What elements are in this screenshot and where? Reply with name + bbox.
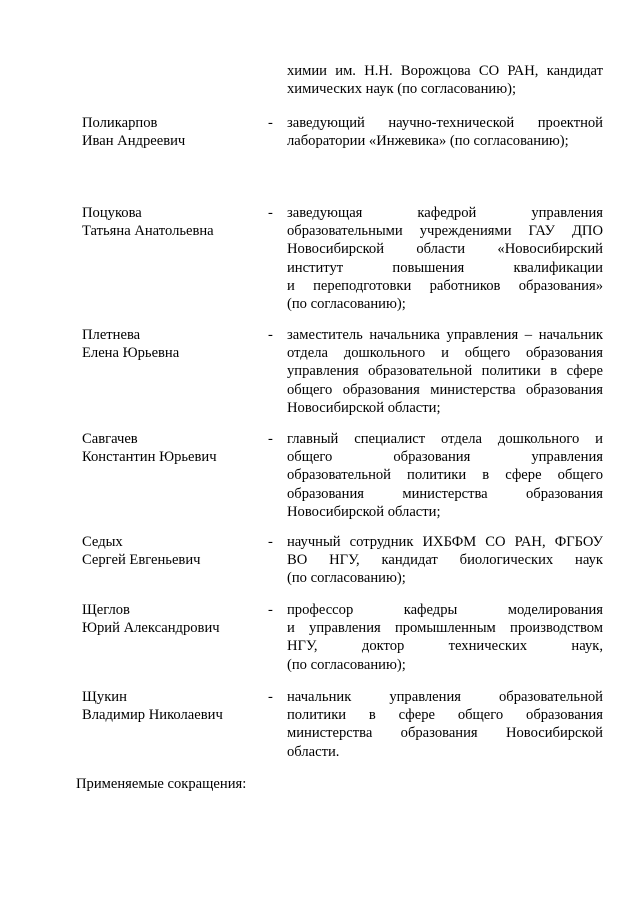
member-name (82, 533, 262, 569)
description-line: образовательной политики в сфере общего (287, 467, 603, 484)
member-surname: Щукин (82, 689, 127, 705)
separator-dash: - (268, 431, 273, 447)
description-line: НГУ, доктор технических наук, (287, 638, 603, 655)
member-description (287, 601, 603, 674)
member-surname: Савгачев (82, 431, 138, 447)
separator-dash: - (268, 602, 273, 618)
separator-dash: - (268, 327, 273, 343)
member-surname: Поцукова (82, 205, 142, 221)
intro-line: химических наук (по согласованию); (287, 81, 517, 98)
description-line: ВО НГУ, кандидат биологических наук (287, 552, 603, 569)
member-name (82, 430, 262, 466)
member-name (82, 601, 262, 637)
description-line: образовательными учреждениями ГАУ ДПО (287, 223, 603, 240)
description-line: институт повышения квалификации (287, 259, 603, 276)
member-given-names: Константин Юрьевич (82, 449, 217, 466)
description-line: заведующая кафедрой управления (287, 205, 603, 221)
description-line: и управления промышленным производством (287, 620, 603, 637)
member-given-names: Владимир Николаевич (82, 707, 223, 724)
description-line: профессор кафедры моделирования (287, 602, 603, 618)
separator-dash: - (268, 205, 273, 221)
description-line: Новосибирской области; (287, 399, 441, 416)
member-description (287, 114, 603, 150)
description-line: начальник управления образовательной (287, 689, 603, 705)
description-line: политики в сфере общего образования (287, 707, 603, 724)
member-given-names: Елена Юрьевна (82, 345, 180, 362)
member-description (287, 688, 603, 761)
member-surname: Поликарпов (82, 115, 158, 131)
description-line: отдела дошкольного и общего образования (287, 345, 603, 362)
description-line: заведующий научно-технической проектной (287, 115, 603, 131)
description-line: главный специалист отдела дошкольного и (287, 431, 603, 447)
member-given-names: Юрий Александрович (82, 620, 220, 637)
separator-dash: - (268, 115, 273, 131)
description-line: министерства образования Новосибирской (287, 725, 603, 742)
member-given-names: Сергей Евгеньевич (82, 552, 201, 569)
member-description (287, 533, 603, 588)
member-name (82, 204, 262, 240)
description-line: общего образования министерства образования (287, 381, 603, 398)
description-line: научный сотрудник ИХБФМ СО РАН, ФГБОУ (287, 534, 603, 550)
description-line: Новосибирской области; (287, 503, 441, 520)
description-line: и переподготовки работников образования» (287, 277, 603, 294)
member-surname: Щеглов (82, 602, 130, 618)
description-line: (по согласованию); (287, 295, 406, 312)
description-line: заместитель начальника управления – начальник (287, 327, 603, 343)
intro-line: химии им. Н.Н. Ворожцова СО РАН, кандидат (287, 63, 603, 79)
description-line: общего образования управления (287, 449, 603, 466)
description-line: (по согласованию); (287, 570, 406, 587)
member-given-names: Иван Андреевич (82, 133, 186, 150)
description-line: Новосибирской области «Новосибирский (287, 241, 603, 258)
intro-continuation (287, 62, 603, 98)
member-surname: Плетнева (82, 327, 141, 343)
member-name (82, 688, 262, 724)
description-line: управления образовательной политики в сфере (287, 363, 603, 380)
separator-dash: - (268, 689, 273, 705)
abbreviations-heading: Применяемые сокращения: (76, 776, 247, 792)
member-surname: Седых (82, 534, 123, 550)
description-line: (по согласованию); (287, 656, 406, 673)
separator-dash: - (268, 534, 273, 550)
description-line: лаборатории «Инжевика» (по согласованию); (287, 133, 569, 150)
member-given-names: Татьяна Анатольевна (82, 223, 214, 240)
member-description (287, 326, 603, 417)
member-description (287, 204, 603, 313)
member-description (287, 430, 603, 521)
member-name (82, 114, 262, 150)
description-line: образования министерства образования (287, 485, 603, 502)
member-name (82, 326, 262, 362)
description-line: области. (287, 743, 340, 760)
